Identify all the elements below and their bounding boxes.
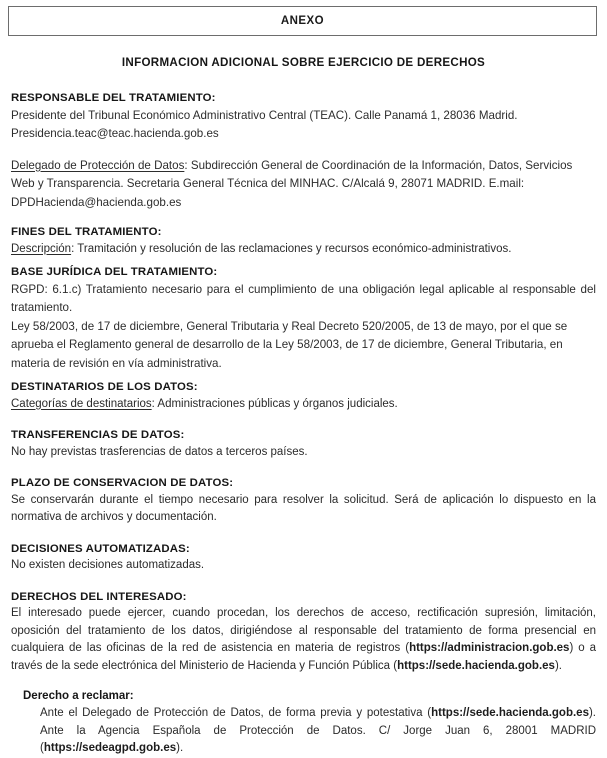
section-heading-responsable: RESPONSABLE DEL TRATAMIENTO: [11,92,216,104]
section-body-transferencias: No hay previstas trasferencias de datos a terceros países. [11,445,308,458]
spacer [11,212,596,225]
section-body-base-juridica-1: RGPD: 6.1.c) Tratamiento necesario para el cumplimiento de una obligación legal aplicable al responsable del tratamiento. [11,282,596,314]
inline-label-descripcion: Descripción [11,242,72,255]
section-body-derechos-text-2: ) o a través de la sede electrónica del Ministerio de Hacienda y Función Pública ( [11,642,596,672]
subsection-body-reclamar-text-2: ). Ante la Agencia Española de Protección de Datos. C/ Jorge Juan 6, 28001 MADRID ( [40,707,596,754]
section-body-responsable: Presidente del Tribunal Económico Administrativo Central (TEAC). Calle Panamá 1, 28036 Madrid. Presidencia.teac@teac.hacienda.gob.es [11,108,518,140]
page-title: INFORMACION ADICIONAL SOBRE EJERCICIO DE DERECHOS [121,56,486,69]
section-body-base-juridica-2: Ley 58/2003, de 17 de diciembre, General Tributaria y Real Decreto 520/2005, de 13 de mayo, por el que se aprueba el Reglamento general de desarrollo de la Ley 58/2003, de 17 de diciembre, General Tributaria, en materia de revisión en vía administrativa. [11,319,568,370]
subsection-body-reclamar-text-3: ). [176,742,184,754]
inline-separator: : [71,242,75,255]
subsection-body-reclamar-text-1: Ante el Delegado de Protección de Datos, de forma previa y potestativa ( [40,707,432,719]
link-sedeagpd-gob-es[interactable]: https://sedeagpd.gob.es [43,742,177,754]
spacer [11,527,596,542]
spacer [11,461,596,476]
inline-separator: : [151,397,155,410]
section-body-destinatarios [11,396,596,414]
link-administracion-gob-es[interactable]: https://administracion.gob.es [409,642,570,654]
subsection-body-reclamar [40,705,596,758]
section-body-derechos [11,605,596,675]
section-heading-destinatarios: DESTINATARIOS DE LOS DATOS: [11,381,198,393]
section-heading-decisiones: DECISIONES AUTOMATIZADAS: [11,542,190,555]
section-body-destinatarios-text: Administraciones públicas y órganos judiciales. [154,397,398,410]
section-heading-derechos: DERECHOS DEL INTERESADO: [11,590,187,603]
section-body-derechos-text-1: El interesado puede ejercer, cuando procedan, los derechos de acceso, rectificación supresión, limitación, oposición del tratamiento de los datos, dirigiéndose al responsable del tratamiento de forma presencial en cualquiera de las oficinas de la red de asistencia en materia de registros ( [11,607,596,654]
spacer [11,675,596,688]
spacer [11,373,596,380]
anexo-label: ANEXO [280,15,325,27]
section-body-plazo: Se conservarán durante el tiempo necesario para resolver la solicitud. Será de aplicación lo dispuesto en la normativa de archivos y documentación. [11,493,596,523]
inline-label-categorias: Categorías de destinatarios [11,397,152,410]
inline-separator: : [184,158,188,172]
section-heading-fines: FINES DEL TRATAMIENTO: [11,226,162,238]
link-sede-hacienda-gob-es[interactable]: https://sede.hacienda.gob.es [397,659,555,672]
section-body-derechos-text-3: ). [554,659,562,672]
section-body-delegado [11,157,596,213]
section-heading-base-juridica: BASE JURÍDICA DEL TRATAMIENTO: [11,266,218,278]
section-heading-transferencias: TRANSFERENCIAS DE DATOS: [11,429,185,441]
section-body-delegado-text: Subdirección General de Coordinación de la Información, Datos, Servicios Web y Transparencia. Secretaria General Técnica del MINHAC. C/Alcalá 9, 28071 MADRID. E.mail: DPDHacienda@hacienda.gob.es [11,158,573,209]
spacer [11,575,596,590]
inline-label-delegado: Delegado de Protección de Datos [11,158,185,172]
section-body-decisiones: No existen decisiones automatizadas. [11,559,205,571]
section-body-fines-text: Tramitación y resolución de las reclamaciones y recursos económico-administrativos. [74,242,512,255]
document-content [11,56,596,758]
spacer [11,144,596,157]
section-body-fines [11,241,596,259]
anexo-header-box [8,6,597,36]
subsection-heading-reclamar: Derecho a reclamar: [23,690,134,702]
section-heading-plazo: PLAZO DE CONSERVACION DE DATOS: [11,477,234,489]
link-sede-hacienda-gob-es-2[interactable]: https://sede.hacienda.gob.es [431,707,589,719]
spacer [11,413,596,428]
spacer [11,258,596,265]
subsection-reclamar-block [40,705,596,758]
